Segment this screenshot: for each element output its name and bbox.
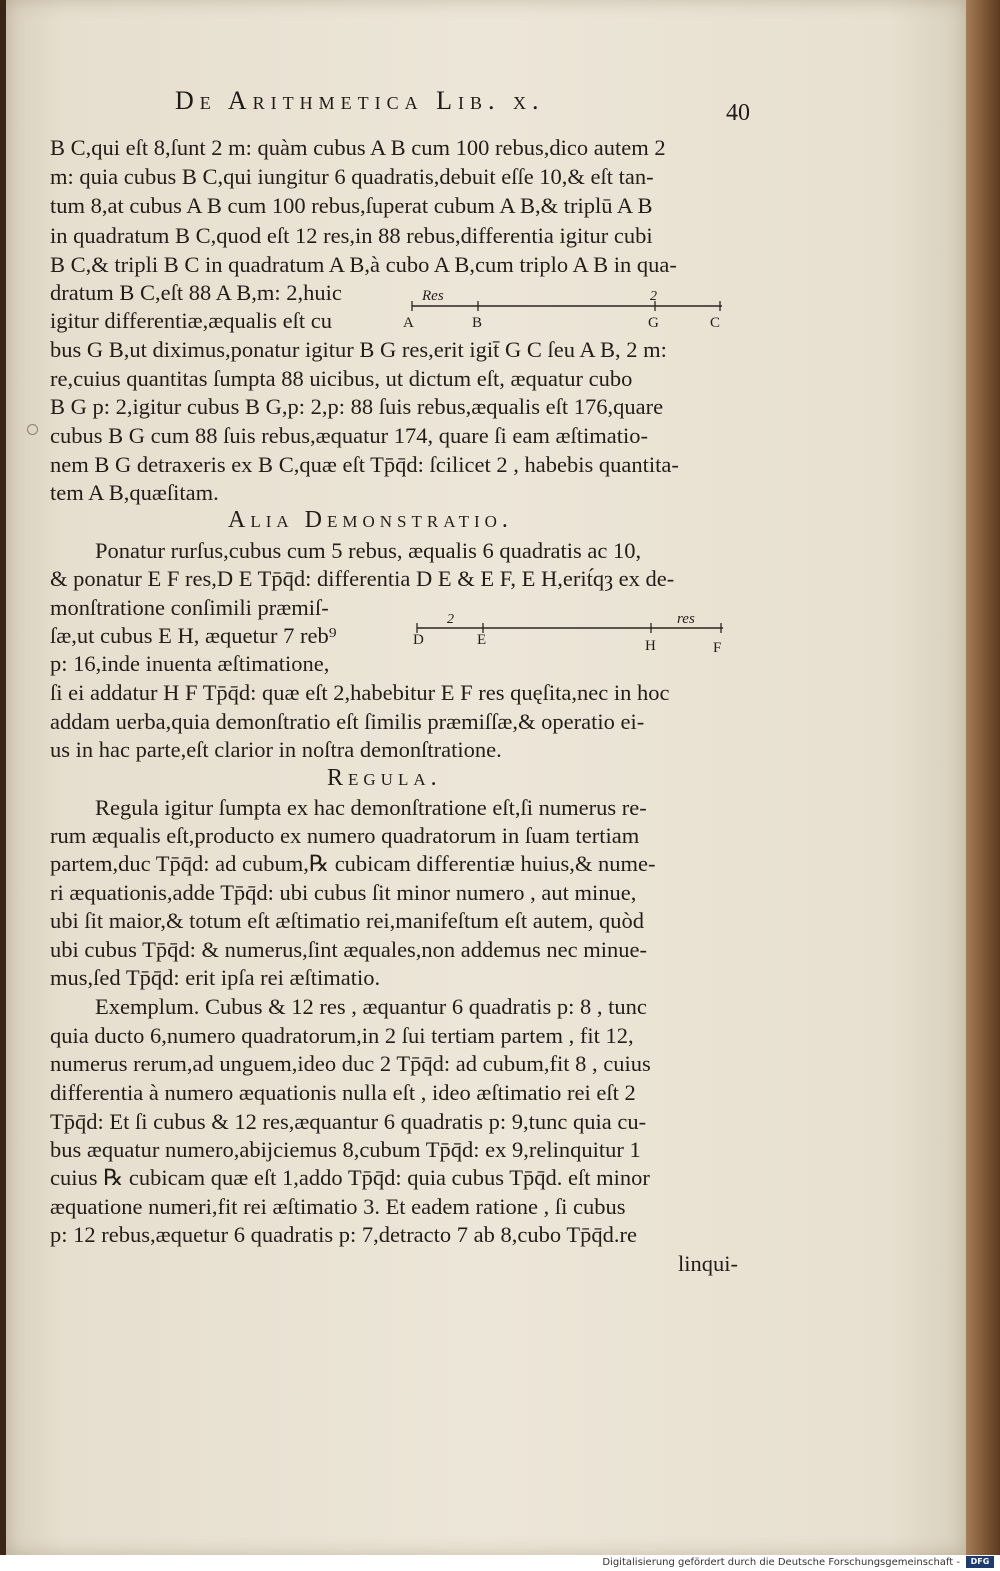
text-line: bus æquatur numero,abijciemus 8,cubum Tp̄q̄d: ex 9,relinquitur 1	[50, 1137, 641, 1162]
text-line: dratum B C,eſt 88 A B,m: 2,huic	[50, 280, 342, 305]
text-line: ri æquationis,adde Tp̄q̄d: ubi cubus ſit minor numero , aut minue,	[50, 880, 637, 905]
text-line: rum æqualis eſt,producto ex numero quadratorum in ſuam tertiam	[50, 823, 640, 848]
text-line: Ponatur rurſus,cubus cum 5 rebus, æqualis 6 quadratis ac 10,	[95, 538, 642, 563]
point-label-h: H	[645, 638, 656, 654]
text-line: cubus B G cum 88 ſuis rebus,æquatur 174, quare ſi eam æſtimatio-	[50, 423, 649, 448]
text-line: B C,& tripli B C in quadratum A B,à cubo A B,cum triplo A B in qua-	[50, 252, 677, 277]
text-line: nem B G detraxeris ex B C,quæ eſt Tp̄q̄d: ſcilicet 2 , habebis quantita-	[50, 452, 679, 477]
annotation-res: res	[677, 611, 695, 627]
running-title: De Arithmetica Lib. x.	[175, 86, 545, 115]
annotation-res: Res	[422, 288, 444, 304]
catchword: linqui-	[678, 1251, 738, 1276]
line-diagram-abgc	[400, 288, 730, 330]
point-label-d: D	[413, 632, 424, 648]
point-label-e: E	[477, 632, 487, 648]
text-line: m: quia cubus B C,qui iungitur 6 quadratis,debuit eſſe 10,& eſt tan-	[50, 164, 654, 189]
text-line: addam uerba,quia demonſtratio eſt ſimilis præmiſſæ,& operatio ei-	[50, 709, 645, 734]
annotation-2: 2	[650, 289, 657, 304]
text-line: tem A B,quæſitam.	[50, 480, 219, 505]
line-diagram-dehf	[405, 612, 735, 656]
text-line: B G p: 2,igitur cubus B G,p: 2,p: 88 ſuis rebus,æqualis eſt 176,quare	[50, 394, 664, 419]
page-edge	[966, 0, 1000, 1555]
annotation-2: 2	[447, 612, 454, 627]
text-line: ſi ei addatur H F Tp̄q̄d: quæ eſt 2,habebitur E F res quęſita,nec in hoc	[50, 680, 670, 705]
point-label-c: C	[710, 315, 721, 331]
footer-bar	[0, 1555, 1000, 1571]
text-line: partem,duc Tp̄q̄d: ad cubum,℞ cubicam differentiæ huius,& nume-	[50, 851, 656, 876]
text-line: differentia à numero æquationis nulla eſt , ideo æſtimatio rei eſt 2	[50, 1080, 636, 1105]
text-line: quia ducto 6,numero quadratorum,in 2 ſui tertiam partem , fit 12,	[50, 1023, 634, 1048]
text-line: & ponatur E F res,D E Tp̄q̄d: differentia D E & E F, E H,erit́qȝ ex de-	[50, 566, 675, 591]
text-line: p: 16,inde inuenta æſtimatione,	[50, 651, 330, 676]
text-line: us in hac parte,eſt clarior in noſtra demonſtratione.	[50, 737, 502, 762]
text-line: Tp̄q̄d: Et ſi cubus & 12 res,æquantur 6 quadratis p: 9,tunc quia cu-	[50, 1109, 647, 1134]
text-line: monſtratione conſimili præmiſ-	[50, 595, 329, 620]
text-line: tum 8,at cubus A B cum 100 rebus,ſuperat cubum A B,& triplū A B	[50, 193, 653, 218]
point-label-b: B	[472, 315, 483, 331]
point-label-f: F	[713, 640, 722, 656]
text-line: numerus rerum,ad unguem,ideo duc 2 Tp̄q̄d: ad cubum,fit 8 , cuius	[50, 1051, 651, 1076]
text-line: Regula igitur ſumpta ex hac demonſtratione eſt,ſi numerus re-	[95, 795, 647, 820]
page-speck	[27, 424, 38, 435]
text-line: ſæ,ut cubus E H, æquetur 7 reb⁹	[50, 623, 337, 648]
text-line: mus,ſed Tp̄q̄d: erit ipſa rei æſtimatio.	[50, 965, 381, 990]
point-label-g: G	[648, 315, 659, 331]
text-line: p: 12 rebus,æquetur 6 quadratis p: 7,detracto 7 ab 8,cubo Tp̄q̄d.re	[50, 1222, 637, 1247]
text-line: in quadratum B C,quod eſt 12 res,in 88 rebus,differentia igitur cubi	[50, 223, 653, 248]
text-line: re,cuius quantitas ſumpta 88 uicibus, ut dictum eſt, æquatur cubo	[50, 366, 633, 391]
point-label-a: A	[403, 315, 414, 331]
page-number: 40	[726, 100, 750, 126]
text-line: B C,qui eſt 8,ſunt 2 m: quàm cubus A B cum 100 rebus,dico autem 2	[50, 135, 666, 160]
section-heading: Alia Demonstratio.	[228, 507, 513, 533]
text-line: Exemplum. Cubus & 12 res , æquantur 6 quadratis p: 8 , tunc	[95, 994, 647, 1019]
text-line: cuius ℞ cubicam quæ eſt 1,addo Tp̄q̄d: quia cubus Tp̄q̄d. eſt minor	[50, 1165, 650, 1190]
text-line: æquatione numeri,fit rei æſtimatio 3. Et eadem ratione , ſi cubus	[50, 1194, 626, 1219]
text-line: bus G B,ut diximus,ponatur igitur B G res,erit igit̄ G C ſeu A B, 2 m:	[50, 337, 667, 362]
digitization-credit: Digitalisierung gefördert durch die Deutsche Forschungsgemeinschaft -	[602, 1557, 960, 1568]
section-heading: Regula.	[327, 765, 442, 791]
text-line: ubi ſit maior,& totum eſt æſtimatio rei,manifeſtum eſt autem, quòd	[50, 908, 644, 933]
text-line: ubi cubus Tp̄q̄d: & numerus,ſint æquales,non addemus nec minue-	[50, 937, 647, 962]
text-line: igitur differentiæ,æqualis eſt cu	[50, 308, 333, 333]
dfg-logo: DFG	[966, 1556, 994, 1568]
